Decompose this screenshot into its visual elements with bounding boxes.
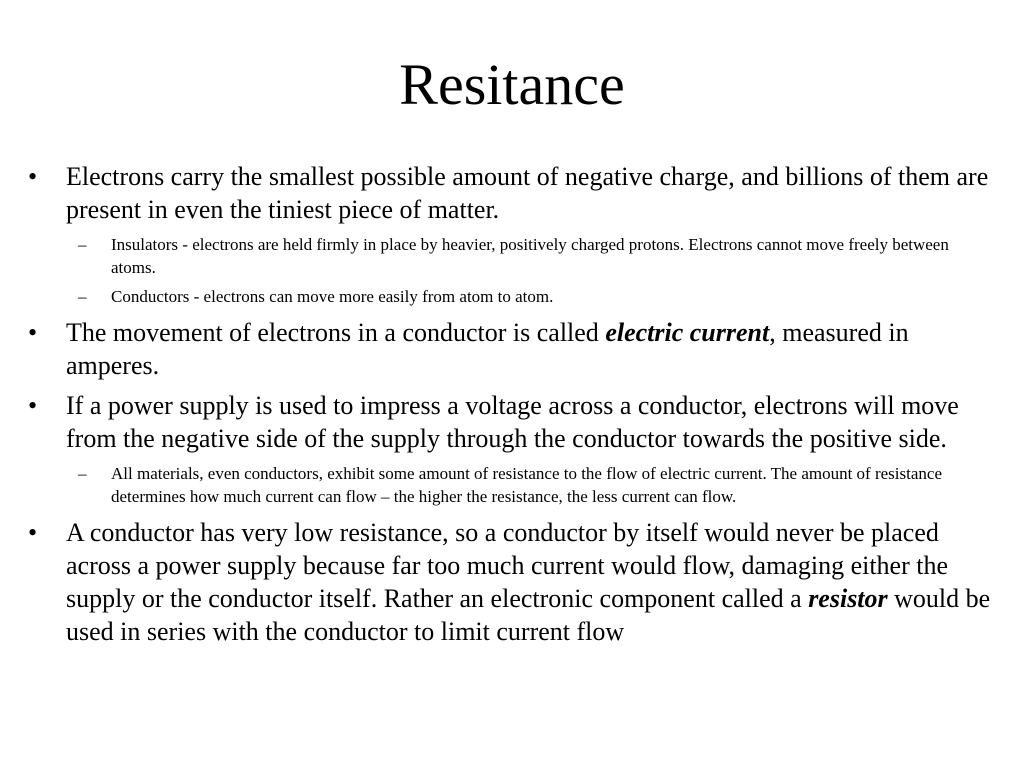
bullet-text-end: , measured in amperes. xyxy=(66,318,909,380)
bullet-point xyxy=(28,160,996,226)
bullet-text-start: A conductor has very low resistance, so a conductor by itself would never be placed across a power supply because far too much current would flow, damaging either the supply or the conductor itself. Rather an electronic component called a xyxy=(66,518,949,613)
bullet-icon: • xyxy=(28,162,38,191)
sub-bullet-point xyxy=(78,285,991,308)
bullet-icon: • xyxy=(28,518,38,547)
key-term-electric-current: electric current xyxy=(605,318,770,347)
key-term-resistor: resistor xyxy=(808,584,888,613)
sub-bullet-point xyxy=(78,233,991,279)
dash-icon: – xyxy=(78,464,87,483)
bullet-point xyxy=(28,389,996,455)
bullet-text-end: would be used in series with the conductor to limit current flow xyxy=(66,584,991,646)
bullet-point xyxy=(28,316,996,382)
dash-icon: – xyxy=(78,287,87,306)
bullet-point xyxy=(28,516,996,648)
sub-bullet-text: All materials, even conductors, exhibit some amount of resistance to the flow of electric current. The amount of resistance determines how much current can flow – the higher the resistance, the less current can flow. xyxy=(111,464,942,506)
bullet-text: Electrons carry the smallest possible amount of negative charge, and billions of them are present in even the tiniest piece of matter. xyxy=(66,162,989,224)
sub-bullet-point xyxy=(78,462,991,508)
bullet-text: If a power supply is used to impress a voltage across a conductor, electrons will move from the negative side of the supply through the conductor towards the positive side. xyxy=(66,391,959,453)
sub-bullet-text: Conductors - electrons can move more easily from atom to atom. xyxy=(111,287,554,306)
sub-bullet-group xyxy=(0,462,1024,508)
slide-title: Resitance xyxy=(399,52,625,117)
dash-icon: – xyxy=(78,235,87,254)
sub-bullet-text: Insulators - electrons are held firmly in place by heavier, positively charged protons. Electrons cannot move freely between atoms. xyxy=(111,235,949,277)
slide-body xyxy=(0,160,1024,655)
bullet-icon: • xyxy=(28,318,38,347)
sub-bullet-group xyxy=(0,233,1024,308)
bullet-text-start: The movement of electrons in a conductor is called xyxy=(66,318,606,347)
bullet-icon: • xyxy=(28,391,38,420)
